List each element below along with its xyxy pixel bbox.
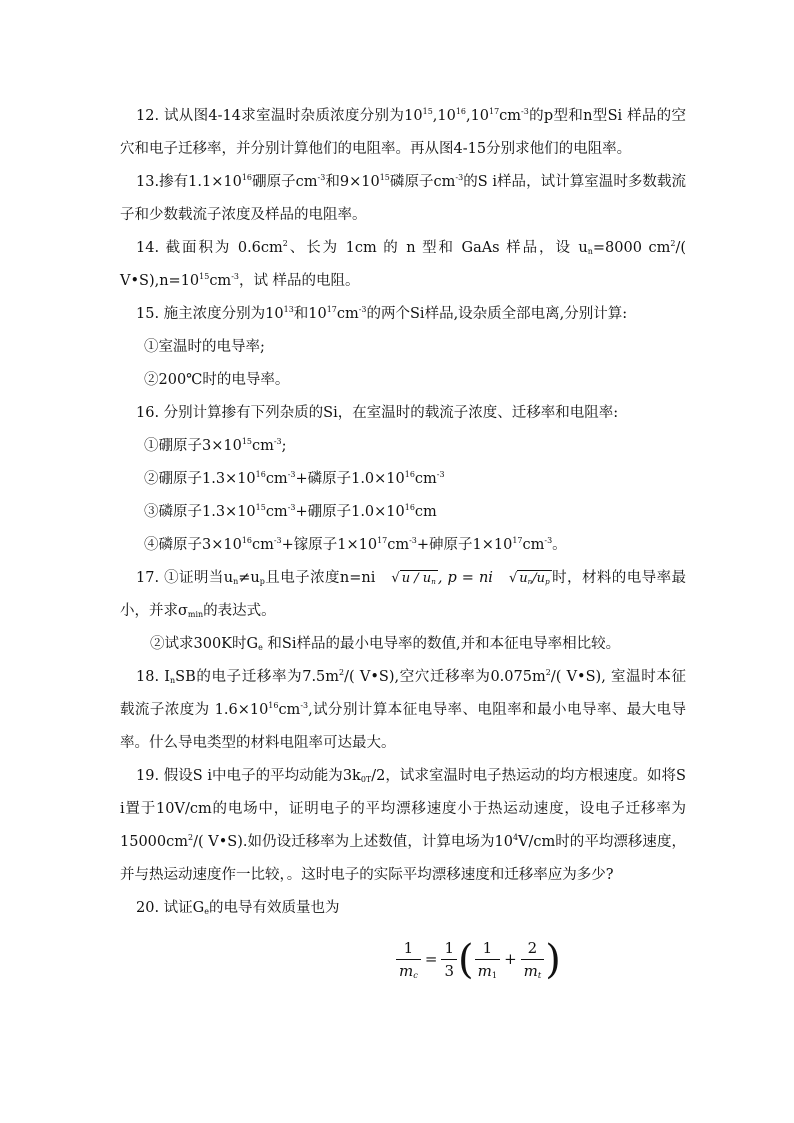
- radical-2: √ un/up: [508, 571, 550, 586]
- problem-16-item-3: ③磷原子$1.3\times 10^{15}cm^{-3}+$硼原子$1.0\times 10^{16}cm$: [144, 503, 437, 520]
- effective-mass-formula: $\frac{1}{mc}$ = $\frac{1}{3}$ ( $\frac{1}{m1}$ + $\frac{2}{mt}$ ): [120, 929, 686, 1001]
- problem-list: [120, 100, 686, 1001]
- problem-20: 20. 试证Ge的电导有效质量也为: [136, 900, 340, 916]
- fraction-1-over-mc: $\frac{1}{mc}$: [396, 937, 421, 982]
- radical-1: √ u / un: [391, 571, 436, 586]
- problem-13: 13.掺有$1.1\times 10^{16}$硼原子$cm^{-3}$和$9\times 10^{15}$磷原子$cm^{-3}$的S i样品，试计算室温时多数载流子和少数载流子浓度及样品的电阻率。: [120, 173, 687, 223]
- problem-16-item-2: ②硼原子$1.3\times 10^{16}cm^{-3}+$磷原子$1.0\times 10^{16}cm^{-3}$: [144, 470, 445, 487]
- problem-15-item-1: ①室温时的电导率;: [144, 339, 265, 355]
- fraction-1-over-3: $\frac{1}{3}$: [441, 937, 457, 982]
- problem-16-item-4: ④磷原子$3\times 10^{16}cm^{-3}+$镓原子$1\times 10^{17}cm^{-3}+$砷原子$1\times 10^{17}cm^{-3}$。: [144, 536, 567, 553]
- problem-16: 16. 分别计算掺有下列杂质的Si，在室温时的载流子浓度、迁移率和电阻率:: [136, 405, 619, 421]
- problem-15: 15. 施主浓度分别为$10^{13}$和$10^{17}cm^{-3}$的两个Si样品,设杂质全部电离,分别计算:: [136, 305, 628, 322]
- problem-17-item-2: ②试求300K时Ge 和Si样品的最小电导率的数值,并和本征电导率相比较。: [150, 636, 621, 652]
- problem-16-item-1: ①硼原子$3\times 10^{15}cm^{-3}$;: [144, 437, 287, 454]
- problem-17: 17. ①证明当un≠up且电子浓度n=ni √ u / un , p = ni √ un/up 时，材料的电导率最小，并求σmin的表达式。: [120, 570, 686, 619]
- fraction-1-over-m1: $\frac{1}{m1}$: [475, 937, 500, 982]
- problem-18: 18. InSB的电子迁移率为$7.5m^2/$( V•S),空穴迁移率为$0.075m^2/$( V•S), 室温时本征载流子浓度为 $1.6\times 10^{16}cm^{-3}$,试分别计算本征电导率、电阻率和最小电导率、最大电导率。什么导电类型的材料电阻率可达最大。: [120, 668, 687, 751]
- left-paren: (: [457, 936, 474, 983]
- right-paren: ): [545, 936, 561, 983]
- problem-12: 12. 试从图4-14求室温时杂质浓度分别为$10^{15},10^{16},10^{17}cm^{-3}$的p型和n型Si 样品的空穴和电子迁移率，并分别计算他们的电阻率。再从图4-15分别求他们的电阻率。: [120, 107, 686, 157]
- problem-15-item-2: ②200℃时的电导率。: [144, 372, 290, 388]
- problem-19: 19. 假设S i中电子的平均动能为3k0T/2，试求室温时电子热运动的均方根速度。如将S i置于10V/cm的电场中，证明电子的平均漂移速度小于热运动速度，设电子迁移率为$15000cm^2/$( V•S).如仍设迁移率为上述数值，计算电场为$10^4V/cm$时的平均漂移速度，并与热运动速度作一比较，。这时电子的实际平均漂移速度和迁移率应为多少?: [120, 768, 686, 883]
- problem-14: 14. 截面积为 $0.6cm^2$、长为 1cm 的 n 型和 GaAs 样品，设 un=8000 $cm^2/$( $V•S),n=10^{15}cm^{-3}$，试 样品的电阻。: [120, 239, 686, 289]
- fraction-2-over-mt: $\frac{2}{mt}$: [521, 937, 545, 982]
